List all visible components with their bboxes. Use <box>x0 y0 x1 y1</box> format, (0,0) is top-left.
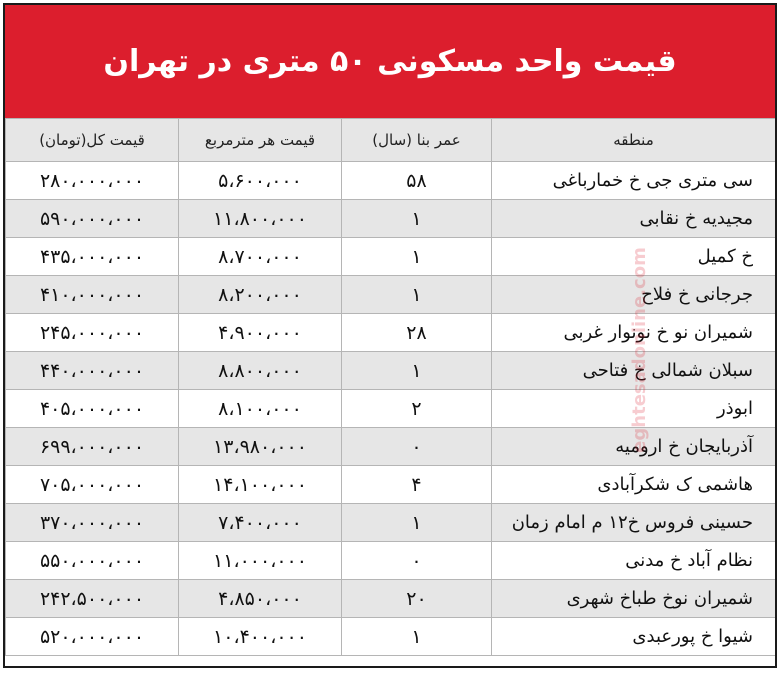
page-title: قیمت واحد مسکونی ۵۰ متری در تهران <box>103 44 677 79</box>
title-bar <box>5 5 775 118</box>
total-price-cell: ۴۴۰،۰۰۰،۰۰۰ <box>6 352 179 390</box>
table-header-row <box>6 119 776 162</box>
total-price-cell: ۳۷۰،۰۰۰،۰۰۰ <box>6 504 179 542</box>
age-cell: ۱ <box>342 352 492 390</box>
table-row <box>6 314 776 352</box>
total-price-cell: ۵۹۰،۰۰۰،۰۰۰ <box>6 200 179 238</box>
table-row <box>6 200 776 238</box>
total-price-cell: ۲۴۲،۵۰۰،۰۰۰ <box>6 580 179 618</box>
table-row <box>6 618 776 656</box>
table-row <box>6 580 776 618</box>
total-price-cell: ۴۳۵،۰۰۰،۰۰۰ <box>6 238 179 276</box>
total-price-cell: ۲۴۵،۰۰۰،۰۰۰ <box>6 314 179 352</box>
column-header-region: منطقه <box>492 119 776 162</box>
age-cell: ۱ <box>342 504 492 542</box>
table-row <box>6 162 776 200</box>
region-cell: شیوا خ پورعبدی <box>492 618 776 656</box>
age-cell: ۱ <box>342 618 492 656</box>
age-cell: ۲ <box>342 390 492 428</box>
table-row <box>6 542 776 580</box>
region-cell: آذربایجان خ ارومیه <box>492 428 776 466</box>
price-per-meter-cell: ۱۰،۴۰۰،۰۰۰ <box>179 618 342 656</box>
total-price-cell: ۵۲۰،۰۰۰،۰۰۰ <box>6 618 179 656</box>
price-per-meter-cell: ۱۴،۱۰۰،۰۰۰ <box>179 466 342 504</box>
total-price-cell: ۲۸۰،۰۰۰،۰۰۰ <box>6 162 179 200</box>
region-cell: شمیران نوخ طباخ شهری <box>492 580 776 618</box>
table-row <box>6 466 776 504</box>
total-price-cell: ۴۱۰،۰۰۰،۰۰۰ <box>6 276 179 314</box>
price-per-meter-cell: ۴،۹۰۰،۰۰۰ <box>179 314 342 352</box>
price-per-meter-cell: ۱۱،۸۰۰،۰۰۰ <box>179 200 342 238</box>
table-row <box>6 504 776 542</box>
column-header-price-per-meter: قیمت هر مترمربع <box>179 119 342 162</box>
age-cell: ۰ <box>342 428 492 466</box>
table-row <box>6 276 776 314</box>
region-cell: حسینی فروس خ۱۲ م امام زمان <box>492 504 776 542</box>
age-cell: ۲۰ <box>342 580 492 618</box>
region-cell: شمیران نو خ نونوار غربی <box>492 314 776 352</box>
age-cell: ۱ <box>342 276 492 314</box>
region-cell: سی متری جی خ خمارباغی <box>492 162 776 200</box>
region-cell: خ کمیل <box>492 238 776 276</box>
total-price-cell: ۵۵۰،۰۰۰،۰۰۰ <box>6 542 179 580</box>
region-cell: هاشمی ک شکرآبادی <box>492 466 776 504</box>
price-per-meter-cell: ۱۱،۰۰۰،۰۰۰ <box>179 542 342 580</box>
column-header-total-price: قیمت کل(تومان) <box>6 119 179 162</box>
region-cell: جرجانی خ فلاح <box>492 276 776 314</box>
price-per-meter-cell: ۴،۸۵۰،۰۰۰ <box>179 580 342 618</box>
column-header-age: عمر بنا (سال) <box>342 119 492 162</box>
age-cell: ۵۸ <box>342 162 492 200</box>
price-per-meter-cell: ۸،۱۰۰،۰۰۰ <box>179 390 342 428</box>
total-price-cell: ۷۰۵،۰۰۰،۰۰۰ <box>6 466 179 504</box>
price-per-meter-cell: ۸،۷۰۰،۰۰۰ <box>179 238 342 276</box>
table-row <box>6 428 776 466</box>
age-cell: ۱ <box>342 200 492 238</box>
age-cell: ۰ <box>342 542 492 580</box>
table-row <box>6 352 776 390</box>
total-price-cell: ۶۹۹،۰۰۰،۰۰۰ <box>6 428 179 466</box>
watermark-text: eghtesadonline.com <box>629 247 650 453</box>
total-price-cell: ۴۰۵،۰۰۰،۰۰۰ <box>6 390 179 428</box>
age-cell: ۱ <box>342 238 492 276</box>
price-per-meter-cell: ۵،۶۰۰،۰۰۰ <box>179 162 342 200</box>
region-cell: مجیدیه خ نقابی <box>492 200 776 238</box>
region-cell: نظام آباد خ مدنی <box>492 542 776 580</box>
table-row <box>6 238 776 276</box>
age-cell: ۴ <box>342 466 492 504</box>
price-table <box>5 118 776 656</box>
price-per-meter-cell: ۸،۲۰۰،۰۰۰ <box>179 276 342 314</box>
region-cell: ابوذر <box>492 390 776 428</box>
table-row <box>6 390 776 428</box>
price-per-meter-cell: ۸،۸۰۰،۰۰۰ <box>179 352 342 390</box>
price-table-card <box>3 3 777 668</box>
price-per-meter-cell: ۷،۴۰۰،۰۰۰ <box>179 504 342 542</box>
price-per-meter-cell: ۱۳،۹۸۰،۰۰۰ <box>179 428 342 466</box>
region-cell: سبلان شمالی خ فتاحی <box>492 352 776 390</box>
age-cell: ۲۸ <box>342 314 492 352</box>
